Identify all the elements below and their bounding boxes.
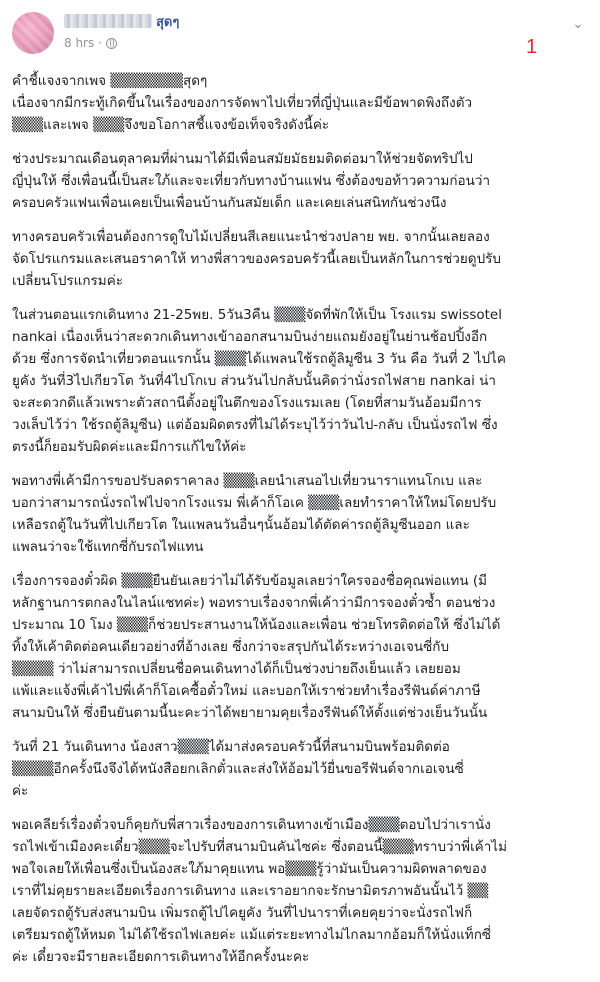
redacted-name-block	[64, 14, 152, 28]
post-paragraph: วันที่ 21 วันเดินทาง น้องสาว▒▒▒ได้มาส่งครอบครัวนี้ที่สนามบินพร้อมติดต่อ ▒▒▒▒อีกครั้งนึงจึงได้หนังสือยกเลิกตั๋วและส่งให้อ้อมไว้ยื่นขอรีฟันด์จากเอเจนซี่ ค่ะ	[12, 739, 464, 799]
post-paragraph: ในส่วนตอนแรกเดินทาง 21-25พย. 5วัน3คืน ▒▒▒จัดที่พักให้เป็น โรงแรม swissotel nankai เนื่องเห็นว่าสะดวกเดินทางเข้าออกสนามบินง่ายแถมยังอยู่ในย่านช้อปปิ้งอีก ด้วย ซึ่งการจัดนำเที่ยวตอนแรกนั้น ▒▒▒ได้แพลนใช้รถตู้ลิมูซีน 3 วัน คือ วันที่ 2 ไปไค ยูคัง วันที่3ไปเกียวโต วันที่4ไปโกเบ ส่วนวันไปกลับนั้นคิดว่านั่งรถไฟสาย nankai น่า จะสะดวกดีแล้วเพราะตัวสถานีตั้งอยู่ในตึกของโรงแรมเลย (โดยที่สามวันอ้อมมีการ วงเล็บไว้ว่า ใช้รถตู้ลิมูซีน) แต่อ้อมผิดตรงที่ไม่ได้ระบุไว้ว่าวันไป-กลับ เป็นนั่งรถไฟ ซึ่ง ตรงนี้ก็ยอมรับผิดค่ะและมีการแก้ไขให้ค่ะ	[12, 307, 506, 455]
post-paragraph: พอทางพี่เค้ามีการขอปรับลดราคาลง ▒▒▒เลยนำเสนอไปเที่ยวนาราแทนโกเบ และ บอกว่าสามารถนั่งรถไฟไปจากโรงแรม พี่เค้าก็โอเค ▒▒▒เลยทำราคาให้ใหม่โดยปรับ เหลือรถตู้ในวันที่ไปเกียวโต ในแพลนวันอื่นๆนั้นอ้อมได้ตัดค่ารถตู้ลิมูซีนออก และ แพลนว่าจะใช้แทกซี่กับรถไฟแทน	[12, 473, 497, 555]
avatar[interactable]	[12, 12, 54, 54]
annotation-number: 1	[526, 36, 538, 58]
post-paragraph: คำชี้แจงจากเพจ ▒▒▒▒▒▒▒สุดๆ เนื่องจากมีกระทู้เกิดขึ้นในเรื่องของการจัดพาไปเที่ยวที่ญี่ปุ่นและมีข้อพาดพิงถึงตัว ▒▒▒และเพจ ▒▒▒จึงขอโอกาสชี้แจงข้อเท็จจริงดังนี้ค่ะ	[12, 73, 473, 133]
post-paragraph: ทางครอบครัวเพื่อนต้องการดูใบไม้เปลี่ยนสีเลยแนะนำช่วงปลาย พย. จากนั้นเลยลอง จัดโปรแกรมและเสนอราคาให้ ทางพี่สาวของครอบครัวนี้เลยเป็นหลักในการช่วยดูปรับ เปลี่ยนโปรแกรมค่ะ	[12, 229, 501, 289]
post-paragraph: ช่วงประมาณเดือนตุลาคมที่ผ่านมาได้มีเพื่อนสมัยมัธยมติดต่อมาให้ช่วยจัดทริปไป ญี่ปุ่นให้ ซึ่งเพื่อนนี้เป็นสะใภ้และจะเที่ยวกับทางบ้านแฟน ซึ่งต้องขอท้าวความก่อนว่า ครอบครัวแฟนเพื่อนเคยเป็นเพื่อนบ้านกันสมัยเด็ก และเคยเล่นสนิทกันช่วงนึง	[12, 151, 491, 211]
post-body	[12, 70, 586, 980]
author-name[interactable]	[64, 11, 179, 31]
globe-icon[interactable]	[106, 38, 117, 49]
meta-separator: ·	[98, 36, 103, 50]
post-paragraph: พอเคลียร์เรื่องตั๋วจบก็คุยกับพี่สาวเรื่องของการเดินทางเข้าเมือง▒▒▒ตอบไปว่าเรานั่ง รถไฟเข้าเมืองคะเดี๋ยว▒▒▒จะไปรับที่สนามบินคันไซค่ะ ซึ่งตอนนี้▒▒▒ทราบว่าพี่เค้าไม่ พอใจเลยให้เพื่อนซึ่งเป็นน้องสะใภ้มาคุยแทน พอ▒▒▒รู้ว่ามันเป็นความผิดพลาดของ เราที่ไม่คุยรายละเอียดเรื่องการเดินทาง และเราอยากจะรักษามิตรภาพอันนั้นไว้ ▒▒ เลยจัดรถตู้รับส่งสนามบิน เพิ่มรถตู้ไปไคยูคัง วันที่ไปนาราที่เคยคุยว่าจะนั่งรถไฟก็ เตรียมรถตู้ให้หมด ไม่ได้ใช้รถไฟเลยค่ะ แม้แต่ระยะทางไม่ไกลมากอ้อมก็ให้นั่งแท็กซี่ ค่ะ เดี๋ยวจะมีรายละเอียดการเดินทางให้อีกครั้งนะคะ	[12, 817, 507, 965]
post-header	[12, 8, 588, 60]
post-meta	[64, 35, 117, 51]
author-name-suffix: สุดๆ	[156, 14, 180, 30]
chevron-down-icon[interactable]: ⌄	[572, 16, 584, 32]
post-time[interactable]: 8 hrs	[64, 36, 95, 50]
post-paragraph: เรื่องการจองตั๋วผิด ▒▒▒ยืนยันเลยว่าไม่ได้รับข้อมูลเลยว่าใครจองชื่อคุณพ่อแทน (มี หลักฐานการตกลงในไลน์แชทค่ะ) พอทราบเรื่องจากพี่เค้าว่ามีการจองตั๋วซ้ำ ตอนช่วง ประมาณ 10 โมง ▒▒▒ก็ช่วยประสานงานให้น้องและเพื่อน ช่วยโทรติดต่อให้ ซึ่งไม่ได้ ทิ้งให้เค้าติดต่อคนเดียวอย่างที่อ้างเลย ซึ่งกว่าจะสรุปกันได้ระหว่างเอเจนซี่กับ ▒▒▒▒ ว่าไม่สามารถเปลี่ยนชื่อคนเดินทางได้ก็เป็นช่วงบ่ายถึงเย็นแล้ว เลยยอม แพ้และแจ้งพี่เค้าไปพี่เค้าก็โอเคซื้อตั๋วใหม่ และบอกให้เราช่วยทำเรื่องรีฟันด์ค่าภาษี สนามบินให้ ซึ่งยืนยันตามนี้นะคะว่าได้พยายามคุยเรื่องรีฟันด์ให้ตั้งแต่ช่วงเย็นวันนั้น	[12, 573, 501, 721]
